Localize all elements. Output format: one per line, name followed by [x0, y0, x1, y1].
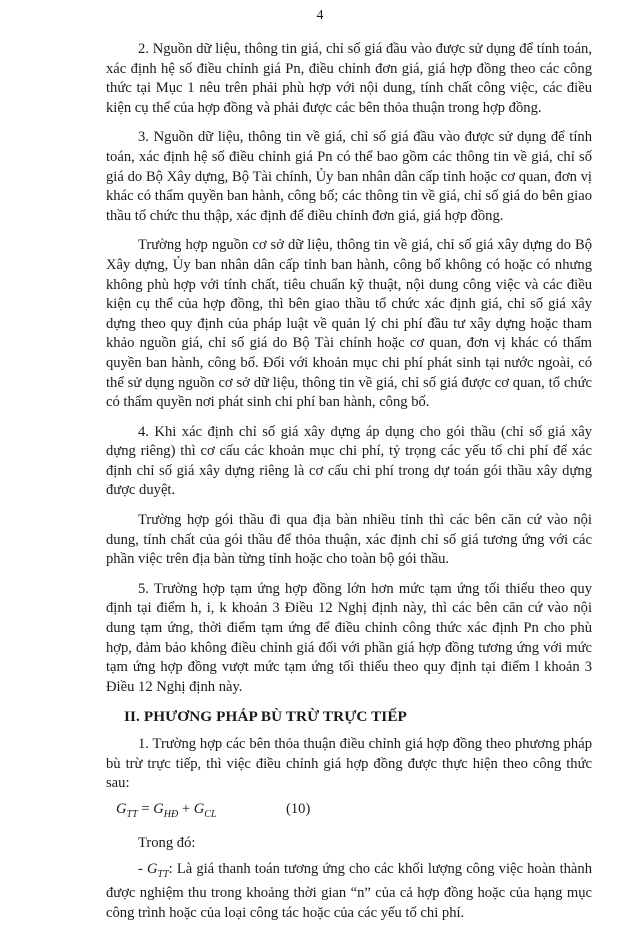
paragraph-price-source-case: Trường hợp nguồn cơ sở dữ liệu, thông tin về giá, chỉ số giá xây dựng do Bộ Xây dựng, Ủy ban nhân dân cấp tỉnh ban hành, công bố không có hoặc có nhưng không phù hợp với tính chất, tiêu chuẩn kỹ thuật, nội dung công việc và các điều kiện cụ thể của hợp đồng, thì bên giao thầu tổ chức xác định giá, chỉ số giá xây dựng theo quy định của pháp luật về quản lý chi phí đầu tư xây dựng hoặc tham khảo nguồn giá, chỉ số giá do Bộ Tài chính hoặc cơ quan, đơn vị khác có thẩm quyền ban hành, công bố. Đối với khoản mục chi phí phát sinh tại nước ngoài, có thể sử dụng nguồn cơ sở dữ liệu, thông tin về giá, chỉ số giá được cơ quan, tổ chức có thẩm quyền nơi phát sinh chi phí ban hành, công bố. [106, 237, 592, 411]
paragraph-item-5: 5. Trường hợp tạm ứng hợp đồng lớn hơn mức tạm ứng tối thiểu theo quy định tại điểm h, i, k khoản 3 Điều 12 Nghị định này, thì các bên căn cứ vào nội dung tạm ứng, thời điểm tạm ứng để điều chỉnh công thức xác định Pn cho phù hợp, đảm bảo không điều chỉnh giá đối với phần giá hợp đồng tương ứng với mức tạm ứng hợp đồng vượt mức tạm ứng tối thiểu theo quy định tại điểm l khoản 3 Điều 12 Nghị định này. [106, 580, 592, 695]
paragraph-item-4: 4. Khi xác định chỉ số giá xây dựng áp dụng cho gói thầu (chỉ số giá xây dựng riêng) thì cơ cấu các khoản mục chi phí, tỷ trọng các yếu tố chi phí để xác định chỉ số giá xây dựng riêng là cơ cấu chi phí trong dự toán gói thầu xây dựng được duyệt. [106, 423, 592, 499]
formula-10 [116, 800, 592, 825]
paragraph-direct-offset: 1. Trường hợp các bên thỏa thuận điều chỉnh giá hợp đồng theo phương pháp bù trừ trực tiếp, thì việc điều chỉnh giá hợp đồng được thực hiện theo công thức sau: [106, 736, 592, 792]
formula-equals: = [137, 800, 154, 817]
definition-text: : Là giá thanh toán tương ứng cho các khối lượng công việc hoàn thành được nghiệm thu trong khoảng thời gian “n” của cả hợp đồng hoặc của hạng mục công trình hoặc của loại công tác hoặc của các yếu tố chi phí. [106, 860, 593, 921]
formula-expression [116, 800, 286, 825]
paragraph-multi-province: Trường hợp gói thầu đi qua địa bàn nhiều tỉnh thì các bên căn cứ vào nội dung, tính chất của gói thầu để thỏa thuận, xác định chỉ số giá tương ứng với các phần việc trên địa bàn từng tỉnh hoặc cho toàn bộ gói thầu. [106, 512, 592, 568]
paragraph-item-3: 3. Nguồn dữ liệu, thông tin về giá, chỉ số giá đầu vào được sử dụng để tính toán, xác định hệ số điều chỉnh giá Pn có thể bao gồm các thông tin về giá, chỉ số giá do Bộ Xây dựng, Bộ Tài chính, Ủy ban nhân dân cấp tỉnh hoặc cơ quan, đơn vị khác có thẩm quyền ban hành, công bố; các thông tin về giá, chỉ số giá do bên giao thầu tổ chức thu thập, xác định để điều chỉnh đơn giá, giá hợp đồng. [106, 129, 592, 224]
where-label: Trong đó: [138, 835, 196, 852]
formula-term-2: G [193, 800, 205, 817]
definition-term-main: G [146, 860, 158, 877]
paragraph-item-2: 2. Nguồn dữ liệu, thông tin giá, chỉ số giá đầu vào được sử dụng để tính toán, xác định hệ số điều chỉnh giá Pn, điều chỉnh đơn giá, giá hợp đồng theo các công thức tại Mục 1 nêu trên phải phù hợp với nội dung, tính chất công việc, các điều kiện cụ thể của hợp đồng và phải được các bên thỏa thuận trong hợp đồng. [106, 41, 592, 116]
page-body [106, 40, 592, 934]
definition-dash: - [138, 860, 147, 877]
definition-term [146, 860, 169, 880]
section-heading: II. PHƯƠNG PHÁP BÙ TRỪ TRỰC TIẾP [124, 708, 407, 726]
formula-number: (10) [286, 800, 311, 817]
definition-term-subscript: TT [157, 868, 169, 880]
definition-gtt [106, 860, 592, 924]
formula-plus: + [178, 800, 194, 817]
formula-term-2-subscript: CL [204, 808, 217, 820]
formula-lhs-subscript: TT [126, 808, 138, 820]
page-number: 4 [316, 8, 324, 23]
formula-term-1-subscript: HĐ [163, 808, 179, 820]
formula-lhs: G [116, 800, 127, 817]
formula-term-1: G [153, 800, 164, 817]
